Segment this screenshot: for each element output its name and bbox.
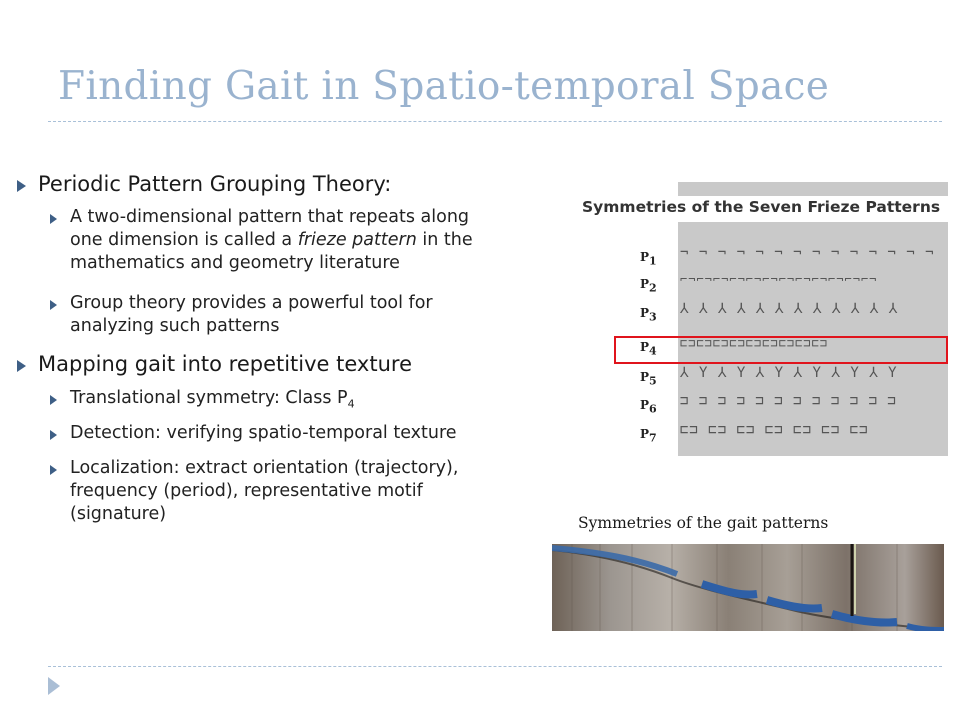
text-line: Translational symmetry: Class P xyxy=(70,388,348,408)
gait-texture-image xyxy=(552,544,944,631)
text-line: analyzing such patterns xyxy=(70,316,280,336)
frieze-row-label-p1: $P_1$ xyxy=(640,250,657,268)
frieze-row-motifs-p6: ⊐ ⊐ ⊐ ⊐ ⊐ ⊐ ⊐ ⊐ ⊐ ⊐ ⊐ ⊐ xyxy=(680,393,897,409)
frieze-row-motifs-p3: ⅄ ⅄ ⅄ ⅄ ⅄ ⅄ ⅄ ⅄ ⅄ ⅄ ⅄ ⅄ xyxy=(680,301,899,317)
frieze-row-motifs-p5: ⅄ Y ⅄ Y ⅄ Y ⅄ Y ⅄ Y ⅄ Y xyxy=(680,365,898,381)
bullet-periodic-pattern: Periodic Pattern Grouping Theory: xyxy=(38,172,392,196)
text-line: Detection: verifying spatio-temporal texture xyxy=(70,423,457,443)
frieze-row-label-p7: $P_7$ xyxy=(640,427,657,445)
footer-arrow-icon xyxy=(48,677,60,695)
sub-bullet-localization xyxy=(70,457,570,526)
frieze-row-motifs-p2: ⌐¬⌐¬⌐¬⌐¬⌐¬⌐¬⌐¬⌐¬⌐¬⌐¬⌐¬⌐¬ xyxy=(680,272,878,286)
gait-caption: Symmetries of the gait patterns xyxy=(578,514,829,532)
frieze-row-motifs-p4: ⊏⊐⊏⊐⊏⊐⊏⊐⊏⊐⊏⊐⊏⊐⊏⊐⊏⊐ xyxy=(680,336,829,350)
sub-bullet-frieze-definition xyxy=(70,206,570,275)
frieze-row-motifs-p1: ¬ ¬ ¬ ¬ ¬ ¬ ¬ ¬ ¬ ¬ ¬ ¬ ¬ ¬ xyxy=(680,245,935,261)
sub-bullet-detection xyxy=(70,422,570,445)
sub-bullet-arrow-icon xyxy=(50,300,57,310)
sub-bullet-arrow-icon xyxy=(50,465,57,475)
frieze-row-label-p6: $P_6$ xyxy=(640,398,657,416)
frieze-row-label-p4: $P_4$ xyxy=(640,340,657,358)
text-line: Group theory provides a powerful tool for xyxy=(70,293,433,313)
bullet-mapping-gait: Mapping gait into repetitive texture xyxy=(38,352,412,376)
text-line: one dimension is called a xyxy=(70,230,298,250)
text-line: in the xyxy=(416,230,473,250)
title-divider xyxy=(48,121,942,122)
frieze-row-label-p3: $P_3$ xyxy=(640,306,657,324)
p4-highlight-box xyxy=(614,336,948,364)
frieze-row-motifs-p7: ⊏⊐ ⊏⊐ ⊏⊐ ⊏⊐ ⊏⊐ ⊏⊐ ⊏⊐ xyxy=(680,422,869,438)
sub-bullet-translational-symmetry xyxy=(70,387,570,416)
frieze-row-label-p5: $P_5$ xyxy=(640,370,657,388)
frieze-title: Symmetries of the Seven Frieze Patterns xyxy=(582,198,941,216)
bullet-arrow-icon xyxy=(17,180,26,192)
sub-bullet-group-theory xyxy=(70,292,570,338)
frieze-row-label-p2: $P_2$ xyxy=(640,277,657,295)
text-line: A two-dimensional pattern that repeats along xyxy=(70,207,470,227)
frieze-patterns-figure xyxy=(678,182,948,456)
footer-divider xyxy=(48,666,942,667)
sub-bullet-arrow-icon xyxy=(50,430,57,440)
sub-bullet-arrow-icon xyxy=(50,214,57,224)
text-line: mathematics and geometry literature xyxy=(70,253,400,273)
frieze-panel xyxy=(678,182,948,456)
frieze-pattern-term: frieze pattern xyxy=(297,230,417,250)
bullet-arrow-icon xyxy=(17,360,26,372)
class-subscript: 4 xyxy=(347,397,355,411)
text-line: frequency (period), representative motif xyxy=(70,481,423,501)
slide-title: Finding Gait in Spatio-temporal Space xyxy=(58,64,830,109)
text-line: (signature) xyxy=(70,504,167,524)
sub-bullet-arrow-icon xyxy=(50,395,57,405)
text-line: Localization: extract orientation (trajectory), xyxy=(70,458,459,478)
